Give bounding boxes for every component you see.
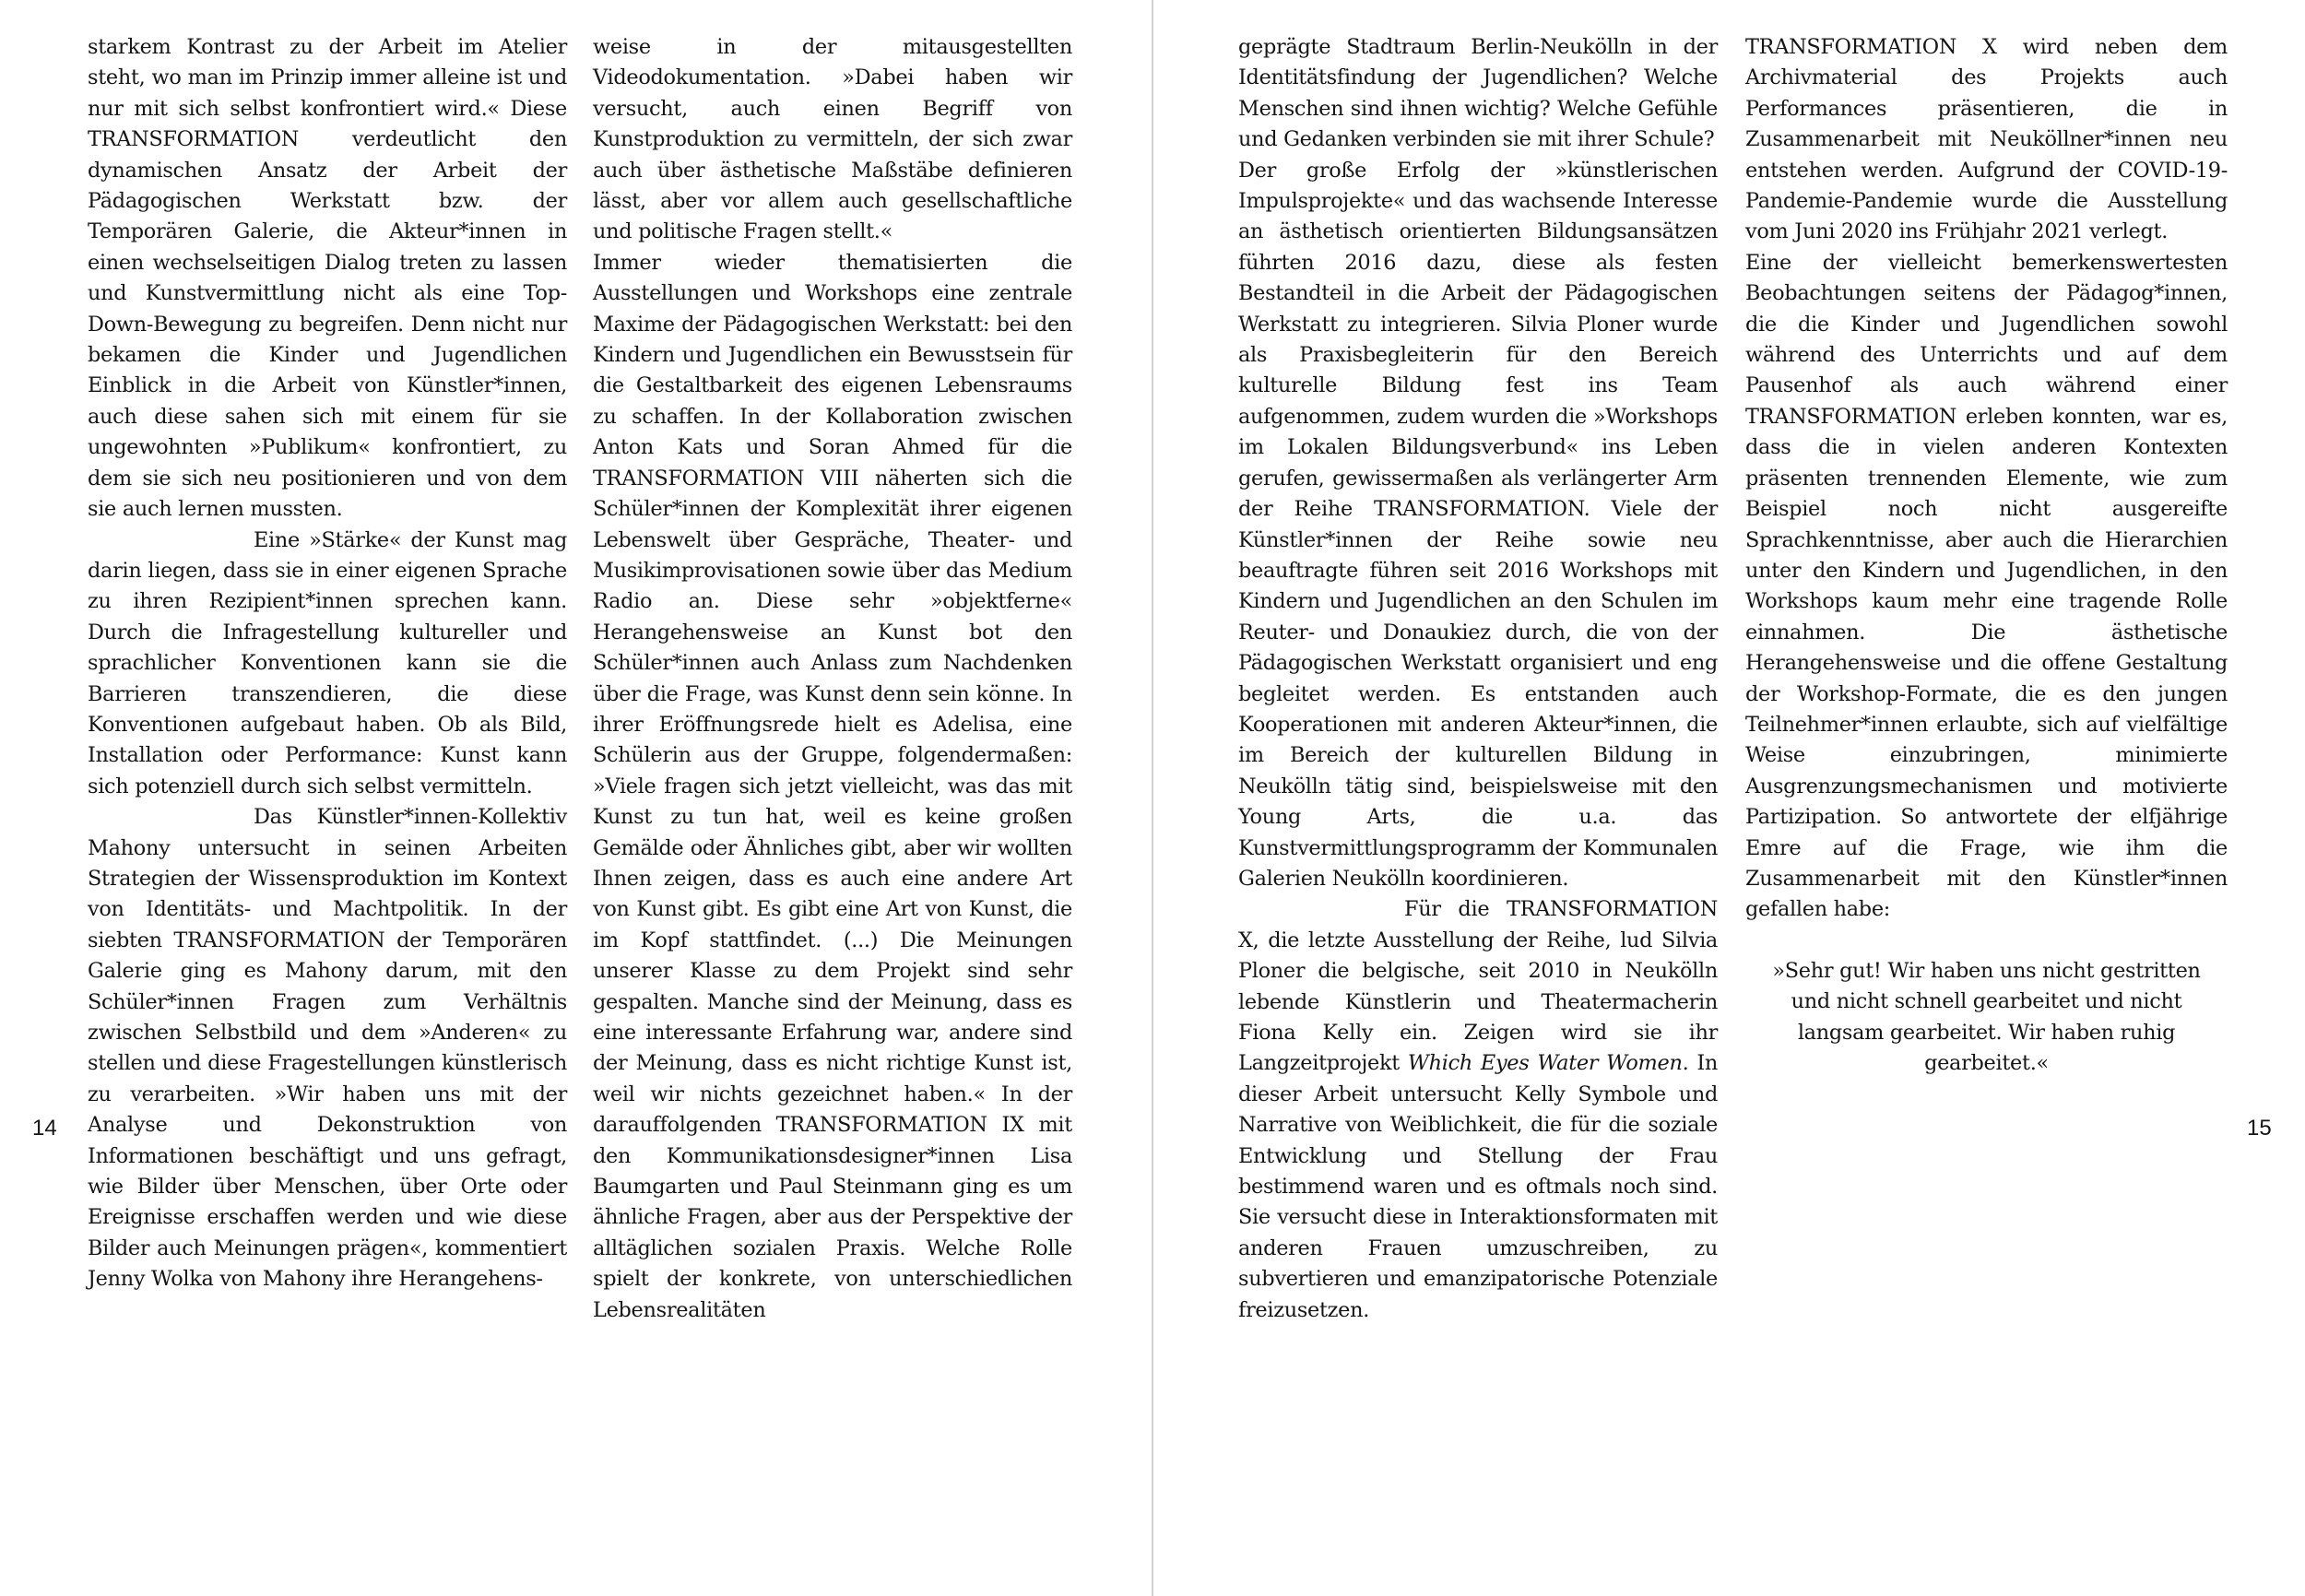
paragraph — [1238, 894, 1718, 1326]
left-page-column-2 — [593, 32, 1072, 1326]
paragraph: TRANSFORMATION X wird neben dem Archivmaterial des Projekts auch Performances präsentieren, die in Zusammenarbeit mit Neuköllner*innen neu entstehen werden. Aufgrund der COVID-19-Pandemie-Pandemie wurde die Ausstellung vom Juni 2020 ins Frühjahr 2021 verlegt. — [1745, 35, 2228, 244]
paragraph: weise in der mitausgestellten Videodokumentation. »Dabei haben wir versucht, auch einen Begriff von Kunstproduktion zu vermitteln, der sich zwar auch über ästhetische Maßstäbe definieren lässt, aber vor allem auch gesellschaftliche und politische Fragen stellt.« — [593, 35, 1072, 244]
block-quote: »Sehr gut! Wir haben uns nicht gestritten und nicht schnell gearbeitet und nicht langsam gearbeitet. Wir haben ruhig gearbeitet.« — [1772, 958, 2201, 1075]
left-page-column-1 — [88, 32, 567, 1295]
right-page-column-1 — [1238, 32, 1718, 1326]
artwork-title: Which Eyes Water Women — [1407, 1051, 1683, 1076]
paragraph: Eine der vielleicht bemerkenswertesten Beobachtungen seitens der Pädagog*innen, die die Kinder und Jugendlichen sowohl während des Unterrichts und auf dem Pausenhof als auch während einer TRANSFORMATION erleben konnten, war es, dass die in vielen anderen Kontexten präsenten trennenden Elemente, wie zum Beispiel noch nicht ausgereifte Sprachkenntnisse, aber auch die Hierarchien unter den Kindern und Jugendlichen, in den Workshops kaum mehr eine tragende Rolle einnahmen. Die ästhetische Herangehensweise und die offene Gestaltung der Workshop-Formate, die es den jungen Teilnehmer*innen erlaubte, sich auf vielfältige Weise einzubringen, minimierte Ausgrenzungsmechanismen und motivierte Partizipation. So antwortete der elfjährige Emre auf die Frage, wie ihm die Zusammenarbeit mit den Künstler*innen gefallen habe: — [1745, 250, 2228, 922]
page-gutter-divider — [1152, 0, 1153, 1596]
paragraph: Eine »Stärke« der Kunst mag darin liegen, dass sie in einer eigenen Sprache zu ihren Rezipient*innen sprechen kann. Durch die Infragestellung kultureller und sprachlicher Konventionen kann sie die Barrieren transzendieren, die diese Konventionen aufgebaut haben. Ob als Bild, Installation oder Performance: Kunst kann sich potenziell durch sich selbst vermitteln. — [88, 527, 567, 798]
paragraph-text: Für die TRANSFORMATION X, die letzte Ausstellung der Reihe, lud Silvia Ploner die belgische, seit 2010 in Neukölln lebende Künstlerin und Theatermacherin Fiona Kelly ein. Zeigen wird sie ihr Langzeitprojekt — [1238, 897, 1718, 1076]
paragraph: geprägte Stadtraum Berlin-Neukölln in der Identitätsfindung der Jugendlichen? Welche Menschen sind ihnen wichtig? Welche Gefühle und Gedanken verbinden sie mit ihrer Schule? — [1238, 35, 1718, 152]
paragraph: Der große Erfolg der »künstlerischen Impulsprojekte« und das wachsende Interesse an ästhetisch orientierten Bildungsansätzen führten 2016 dazu, diese als festen Bestandteil in die Arbeit der Pädagogischen Werkstatt zu integrieren. Silvia Ploner wurde als Praxisbegleiterin für den Bereich kulturelle Bildung fest ins Team aufgenommen, zudem wurden die »Workshops im Lokalen Bildungsverbund« ins Leben gerufen, gewissermaßen als verlängerter Arm der Reihe TRANSFORMATION. Viele der Künstler*innen der Reihe sowie neu beauftragte führen seit 2016 Workshops mit Kindern und Jugendlichen an den Schulen im Reuter- und Donaukiez durch, die von der Pädagogischen Werkstatt organisiert und eng begleitet werden. Es entstanden auch Kooperationen mit anderen Akteur*innen, die im Bereich der kulturellen Bildung in Neukölln tätig sind, beispielsweise mit den Young Arts, die u.a. das Kunstvermittlungsprogramm der Kommunalen Galerien Neukölln koordinieren. — [1238, 158, 1718, 891]
paragraph: starkem Kontrast zu der Arbeit im Atelier steht, wo man im Prinzip immer alleine ist und nur mit sich selbst konfrontiert wird.« Diese TRANSFORMATION verdeutlicht den dynamischen Ansatz der Arbeit der Pädagogischen Werkstatt bzw. der Temporären Galerie, die Akteur*innen in einen wechselseitigen Dialog treten zu lassen und Kunstvermittlung nicht als eine Top-Down-Bewegung zu begreifen. Denn nicht nur bekamen die Kinder und Jugendlichen Einblick in die Arbeit von Künstler*innen, auch diese sahen sich mit einem für sie ungewohnten »Publikum« konfrontiert, zu dem sie sich neu positionieren und von dem sie auch lernen mussten. — [88, 35, 567, 522]
page-number-right: 15 — [2247, 1116, 2272, 1141]
paragraph: Das Künstler*innen-Kollektiv Mahony untersucht in seinen Arbeiten Strategien der Wissensproduktion im Kontext von Identitäts- und Machtpolitik. In der siebten TRANSFORMATION der Temporären Galerie ging es Mahony darum, mit den Schüler*innen Fragen zum Verhältnis zwischen Selbstbild und dem »Anderen« zu stellen und diese Fragestellungen künstlerisch zu verarbeiten. »Wir haben uns mit der Analyse und Dekonstruktion von Informationen beschäftigt und uns gefragt, wie Bilder über Menschen, über Orte oder Ereignisse erschaffen werden und wie diese Bilder auch Meinungen prägen«, kommentiert Jenny Wolka von Mahony ihre Herangehens- — [88, 805, 567, 1292]
right-page-column-2 — [1745, 32, 2228, 1079]
page-number-left: 14 — [32, 1116, 57, 1141]
paragraph-text: . In dieser Arbeit untersucht Kelly Symbole und Narrative von Weiblichkeit, die für die soziale Entwicklung und Stellung der Frau bestimmend waren und es oftmals noch sind. Sie versucht diese in Interaktionsformaten mit anderen Frauen umzuschreiben, zu subvertieren und emanzipatorische Potenziale freizusetzen. — [1238, 1051, 1718, 1322]
paragraph: Immer wieder thematisierten die Ausstellungen und Workshops eine zentrale Maxime der Pädagogischen Werkstatt: bei den Kindern und Jugendlichen ein Bewusstsein für die Gestaltbarkeit des eigenen Lebensraums zu schaffen. In der Kollaboration zwischen Anton Kats und Soran Ahmed für die TRANSFORMATION VIII näherten sich die Schüler*innen der Komplexität ihrer eigenen Lebenswelt über Gespräche, Theater- und Musikimprovisationen sowie über das Medium Radio an. Diese sehr »objektferne« Herangehensweise an Kunst bot den Schüler*innen auch Anlass zum Nachdenken über die Frage, was Kunst denn sein könne. In ihrer Eröffnungsrede hielt es Adelisa, eine Schülerin aus der Gruppe, folgendermaßen: »Viele fragen sich jetzt vielleicht, was das mit Kunst zu tun hat, weil es keine großen Gemälde oder Ähnliches gibt, aber wir wollten Ihnen zeigen, dass es auch eine andere Art von Kunst gibt. Es gibt eine Art von Kunst, die im Kopf stattfindet. (...) Die Meinungen unserer Klasse zu dem Projekt sind sehr gespalten. Manche sind der Meinung, dass es eine interessante Erfahrung war, andere sind der Meinung, dass es nicht richtige Kunst ist, weil wir nichts gezeichnet haben.« In der darauffolgenden TRANSFORMATION IX mit den Kommunikationsdesigner*innen Lisa Baumgarten und Paul Steinmann ging es um ähnliche Fragen, aber aus der Perspektive der alltäglichen sozialen Praxis. Welche Rolle spielt der konkrete, von unterschiedlichen Lebensrealitäten — [593, 250, 1072, 1322]
